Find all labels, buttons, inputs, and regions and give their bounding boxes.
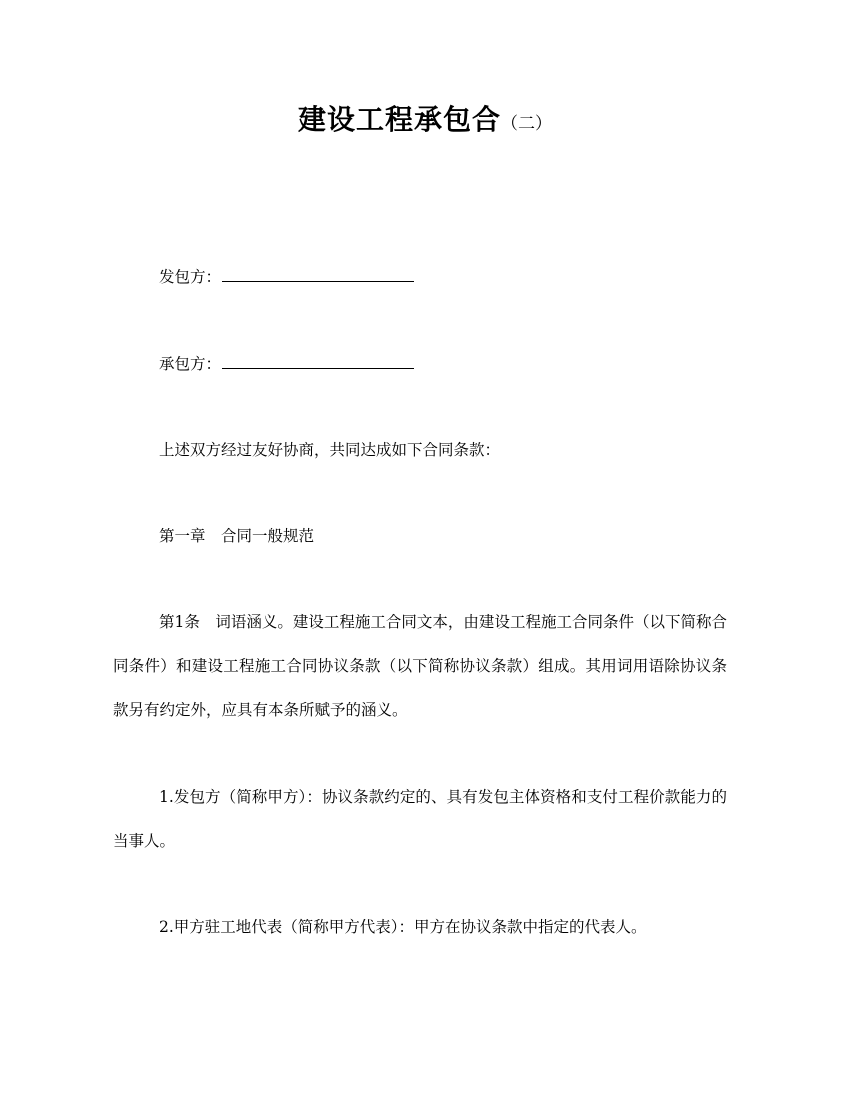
item-1-paragraph: 1.发包方（简称甲方）：协议条款约定的、具有发包主体资格和支付工程价款能力的当事人。 bbox=[113, 788, 727, 850]
chapter-heading: 第一章 合同一般规范 bbox=[159, 527, 315, 545]
intro-paragraph: 上述双方经过友好协商，共同达成如下合同条款： bbox=[159, 441, 501, 459]
employer-blank-line bbox=[222, 263, 414, 282]
contractor-field bbox=[159, 350, 733, 378]
title-main: 建设工程承包合 bbox=[297, 103, 501, 136]
document-title bbox=[0, 100, 850, 144]
contractor-blank-line bbox=[222, 350, 414, 369]
article-1-paragraph: 第1条 词语涵义。建设工程施工合同文本，由建设工程施工合同条件（以下简称合同条件）和建设工程施工合同协议条款（以下简称协议条款）组成。其用词用语除协议条款另有约定外，应具有本条所赋予的涵义。 bbox=[113, 613, 727, 719]
contractor-label: 承包方： bbox=[159, 355, 222, 373]
title-suffix: （二） bbox=[501, 114, 552, 134]
item-2-paragraph: 2.甲方驻工地代表（简称甲方代表）：甲方在协议条款中指定的代表人。 bbox=[159, 918, 647, 936]
employer-label: 发包方： bbox=[159, 268, 222, 286]
employer-field bbox=[159, 263, 733, 291]
